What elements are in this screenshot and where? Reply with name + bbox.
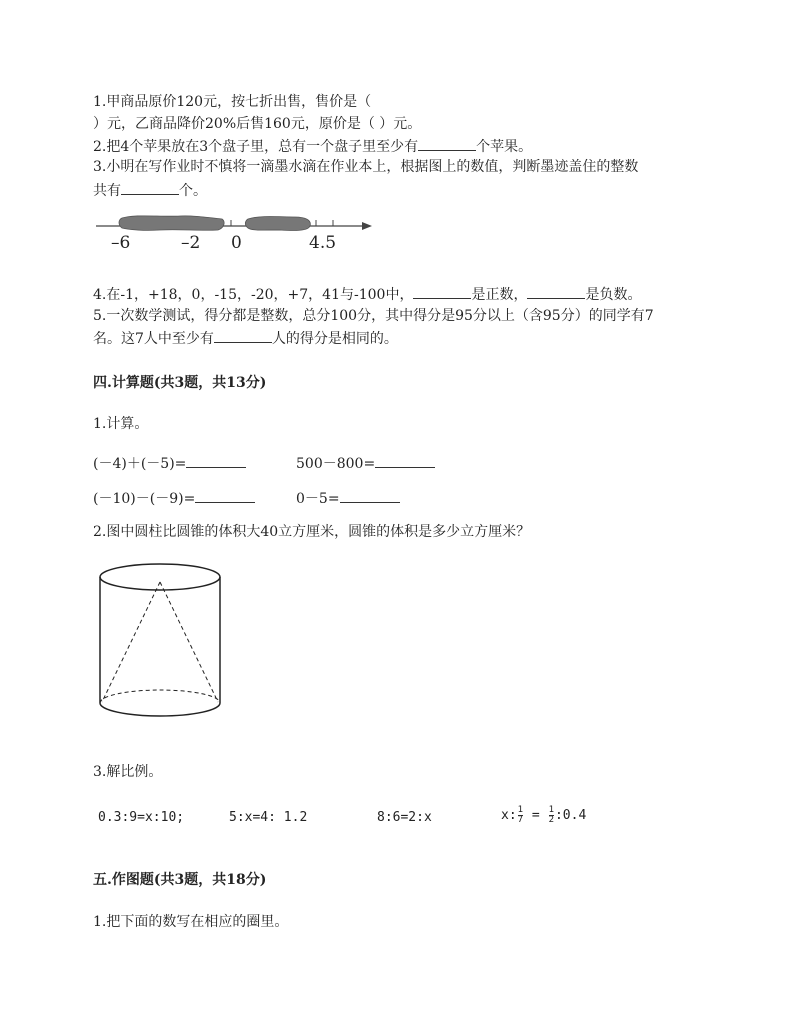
- s4-q2-title: 2.图中圆柱比圆锥的体积大40立方厘米，圆锥的体积是多少立方厘米？: [93, 524, 531, 540]
- q3-5-text-a: 名。这7人中至少有: [93, 331, 214, 347]
- q3-4-text-b: 是正数，: [471, 287, 528, 303]
- prop4-x: x:: [501, 808, 517, 823]
- label-4-5: 4.5: [309, 233, 337, 253]
- q3-3-text-b: 个。: [179, 183, 207, 199]
- proportion-4: [501, 806, 586, 825]
- calc-item-3: [93, 488, 255, 508]
- q3-2-text-b: 个苹果。: [476, 139, 533, 155]
- calc-expr: 500－800=: [296, 456, 376, 472]
- calc-expr: (－4)＋(－5)=: [93, 456, 187, 472]
- answer-blank[interactable]: [418, 136, 476, 151]
- calc-item-1: [93, 453, 246, 473]
- answer-blank[interactable]: [214, 328, 272, 343]
- label-neg2: –2: [181, 233, 201, 253]
- s4-q1-title: 1.计算。: [93, 416, 149, 432]
- q3-3-line1: 3.小明在写作业时不慎将一滴墨水滴在作业本上，根据图上的数值，判断墨迹盖住的整数: [93, 159, 639, 175]
- ink-blot-right: [245, 217, 310, 231]
- q3-4: [93, 284, 641, 304]
- s4-q3-title: 3.解比例。: [93, 764, 163, 780]
- q3-2-text-a: 2.把4个苹果放在3个盘子里，总有一个盘子里至少有: [93, 139, 419, 155]
- q3-5-text-b: 人的得分是相同的。: [271, 331, 398, 347]
- q3-3-line2: [93, 180, 207, 200]
- proportion-1: 0.3:9=x:10;: [98, 810, 185, 825]
- cylinder-bottom-front: [100, 703, 220, 716]
- fraction-one-seventh: $\frac{1}{7}$: [517, 805, 524, 825]
- answer-blank[interactable]: [527, 284, 585, 299]
- answer-blank[interactable]: [195, 488, 255, 503]
- ink-blot-left: [119, 216, 224, 231]
- proportion-3: 8:6=2:x: [377, 810, 432, 825]
- prop4-tail: :0.4: [554, 808, 587, 823]
- calc-item-4: [296, 488, 400, 508]
- q3-4-text-a: 4.在-1，+18，0，-15，-20，+7，41与-100中，: [93, 287, 414, 303]
- cone-edge-left: [102, 582, 160, 702]
- answer-blank[interactable]: [413, 284, 471, 299]
- answer-blank[interactable]: [340, 488, 400, 503]
- answer-blank[interactable]: [375, 453, 435, 468]
- cone-edge-right: [160, 582, 218, 702]
- prop4-eq: =: [531, 808, 540, 823]
- q3-2: [93, 136, 532, 156]
- axis-arrow-icon: [362, 222, 372, 230]
- q3-1-line2: ）元，乙商品降价20%后售160元，原价是（ ）元。: [93, 116, 422, 132]
- calc-item-2: [296, 453, 435, 473]
- proportion-2: 5:x=4: 1.2: [229, 810, 308, 825]
- number-line-figure: [90, 206, 380, 256]
- cylinder-bottom-back: [100, 690, 220, 703]
- q3-5-line1: 5.一次数学测试，得分都是整数，总分100分，其中得分是95分以上（含95分）的同学有7: [93, 308, 654, 324]
- cylinder-cone-figure: [96, 560, 226, 720]
- calc-expr: (－10)－(－9)=: [93, 491, 196, 507]
- q3-1-line1: 1.甲商品原价120元，按七折出售，售价是（: [93, 94, 372, 110]
- answer-blank[interactable]: [186, 453, 246, 468]
- answer-blank[interactable]: [121, 180, 179, 195]
- s5-q1-title: 1.把下面的数写在相应的圈里。: [93, 914, 289, 930]
- q3-3-text-a: 共有: [93, 183, 121, 199]
- cylinder-top: [100, 564, 220, 590]
- fraction-one-half: $\frac{1}{2}$: [548, 805, 554, 825]
- label-neg6: –6: [111, 233, 131, 253]
- q3-4-text-c: 是负数。: [585, 287, 642, 303]
- label-zero: 0: [231, 233, 242, 253]
- section5-heading: 五.作图题(共3题，共18分): [93, 872, 267, 888]
- calc-expr: 0－5=: [296, 491, 340, 507]
- q3-5-line2: [93, 328, 398, 348]
- section4-heading: 四.计算题(共3题，共13分): [93, 375, 267, 391]
